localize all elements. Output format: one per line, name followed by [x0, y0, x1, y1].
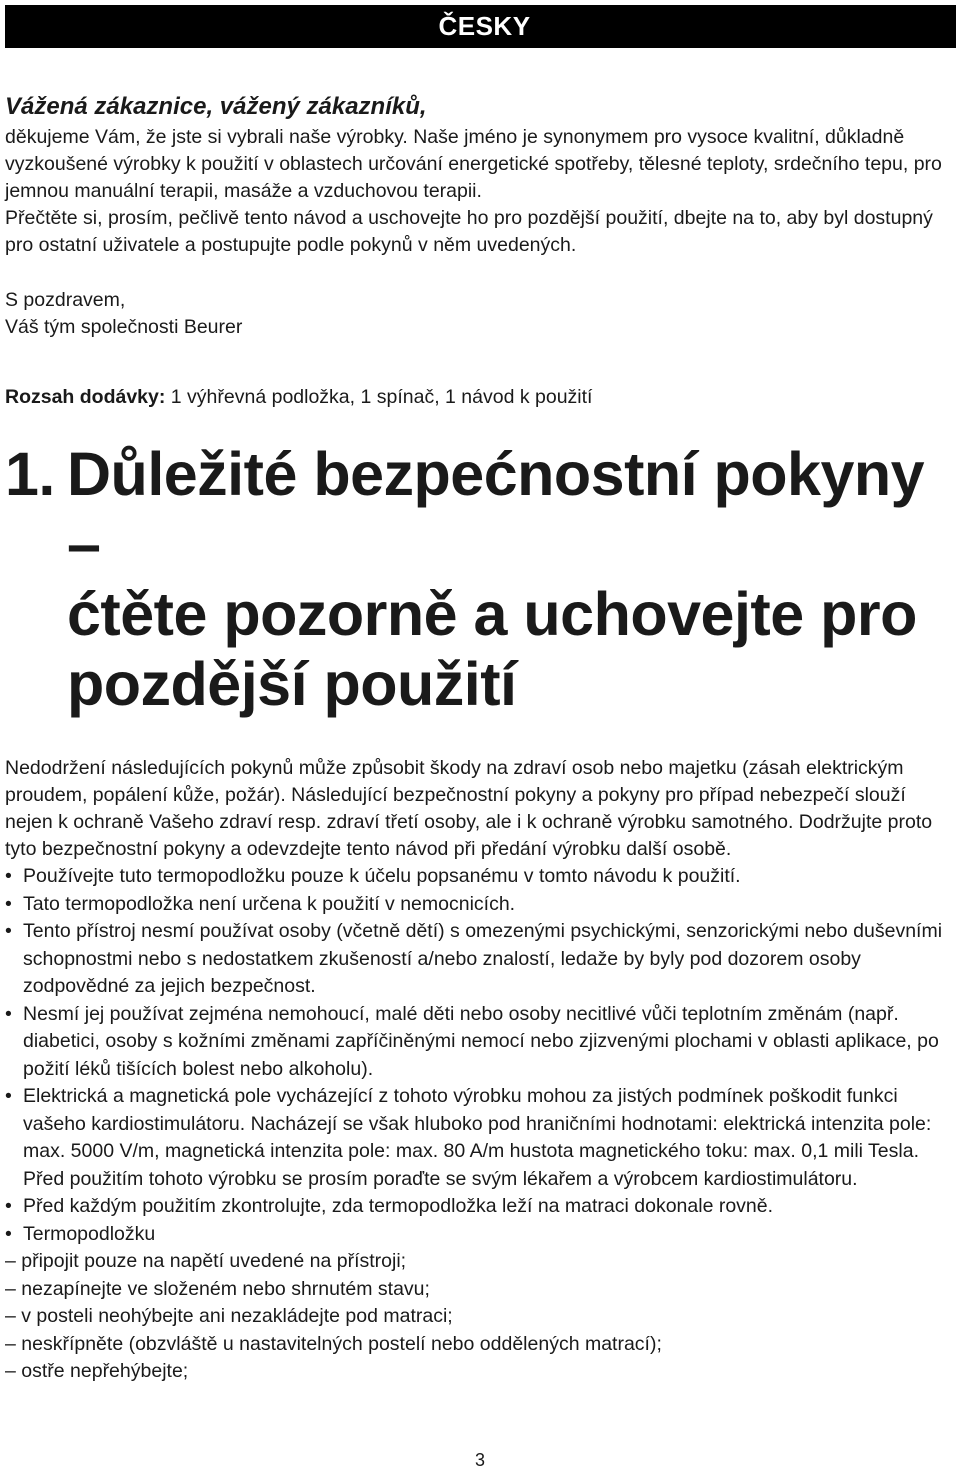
list-item: • Termopodložku: [5, 1221, 955, 1249]
language-label: ČESKY: [438, 11, 531, 41]
section-number: 1.: [5, 440, 55, 508]
list-item: • Tato termopodložka není určena k použití v nemocnicích.: [5, 891, 955, 919]
list-item: • Nesmí jej používat zejména nemohoucí, malé děti nebo osoby necitlivé vůči teplotním změnám (např. diabetici, osoby s kožními změnami zapříčiněnými nemocí nebo zjizvenými plochami v oblasti aplikace, po požití léků tišících bolest nebo alkoholu).: [5, 1002, 939, 1080]
sub-item: – neskřípněte (obzvláště u nastavitelných postelí nebo oddělených matrací);: [5, 1332, 662, 1355]
section-title-line-3: pozdější použití: [67, 650, 517, 718]
sub-item: – nezapínejte ve složeném nebo shrnutém stavu;: [5, 1277, 430, 1300]
signoff-line-2: Váš tým společnosti Beurer: [5, 316, 243, 338]
page-number: 3: [474, 1450, 485, 1470]
signoff: [5, 287, 955, 341]
sub-item: – v posteli neohýbejte ani nezakládejte pod matraci;: [5, 1305, 453, 1327]
warning-paragraph: Nedodržení následujících pokynů může způsobit škody na zdraví osob nebo majetku (zásah elektrickým proudem, popálení kůže, požár). Následující bezpečnostní pokyny a pokyny pro případ nebezpečí slouží nejen k ochraně Vašeho zdraví resp. zdraví třetí osoby, ale i k ochraně výrobku samotného. Dodržujte proto tyto bezpečnostní pokyny a odevzdejte tento návod při předání výrobku další osobě.: [5, 757, 933, 860]
list-item: • Tento přístroj nesmí používat osoby (včetně dětí) s omezenými psychickými, senzorickými nebo duševními schopnostmi nebo s nedostatkem zkušeností a/nebo znalostí, ledaže by byly pod dozorem osoby zodpovědné za jejich bezpečnost.: [5, 920, 943, 997]
signoff-line-1: S pozdravem,: [5, 289, 126, 311]
bullet-icon: •: [5, 865, 12, 887]
sub-item: – ostře nepřehýbejte;: [5, 1360, 189, 1382]
bullet-icon: •: [5, 1002, 12, 1025]
list-item: • Používejte tuto termopodložku pouze k účelu popsanému v tomto návodu k použití.: [5, 863, 955, 891]
list-item: • Před každým použitím zkontrolujte, zda termopodložka leží na matraci dokonale rovně.: [5, 1193, 955, 1221]
greeting: Vážená zákaznice, vážený zákazníků,: [5, 93, 427, 120]
section-title-line-2: ćtěte pozorně a uchovejte pro: [67, 580, 917, 648]
section-title-text: [67, 439, 955, 719]
delivery-label: Rozsah dodávky:: [5, 386, 166, 408]
read-instructions-paragraph: Přečtěte si, prosím, pečlivě tento návod a uschovejte ho pro pozdější použití, dbejte na to, aby byl dostupný pro ostatní uživatele a postupujte podle pokynů v něm uvedených.: [5, 207, 933, 256]
delivery-scope: [5, 384, 955, 411]
page-content: [5, 90, 955, 1386]
intro-paragraph: děkujeme Vám, že jste si vybrali naše výrobky. Naše jméno je synonymem pro vysoce kvalitní, důkladně vyzkoušené výrobky k použití v oblastech určování energetické spotřeby, tělesné teploty, srdečního tepu, pro jemnou manuální terapii, masáže a vzduchovou terapii.: [5, 126, 942, 202]
sub-item-list: [5, 1248, 955, 1386]
bullet-icon: •: [5, 1085, 12, 1107]
sub-item: – připojit pouze na napětí uvedené na přístroji;: [5, 1250, 407, 1272]
section-title-line-1: Důležité bezpećnostní pokyny –: [67, 440, 925, 578]
bullet-icon: •: [5, 1222, 12, 1245]
bullet-icon: •: [5, 1195, 12, 1217]
section-1-heading: [5, 439, 955, 719]
delivery-text: 1 výhřevná podložka, 1 spínač, 1 návod k použití: [165, 386, 593, 408]
safety-bullet-list: [5, 863, 955, 1248]
list-item: • Elektrická a magnetická pole vycházející z tohoto výrobku mohou za jistých podmínek poškodit funkci vašeho kardiostimulátoru. Nacházejí se však hluboko pod hraničními hodnotami: elektrická intenzita pole: max. 5000 V/m, magnetická intenzita pole: max. 80 A/m hustota magnetického toku: max. 0,1 mili Tesla. Před použitím tohoto výrobku se prosím poraďte se svým lékařem a výrobcem kardiostimulátoru.: [5, 1085, 932, 1190]
language-header-bar: [5, 5, 956, 48]
bullet-icon: •: [5, 920, 12, 942]
bullet-icon: •: [5, 892, 12, 915]
